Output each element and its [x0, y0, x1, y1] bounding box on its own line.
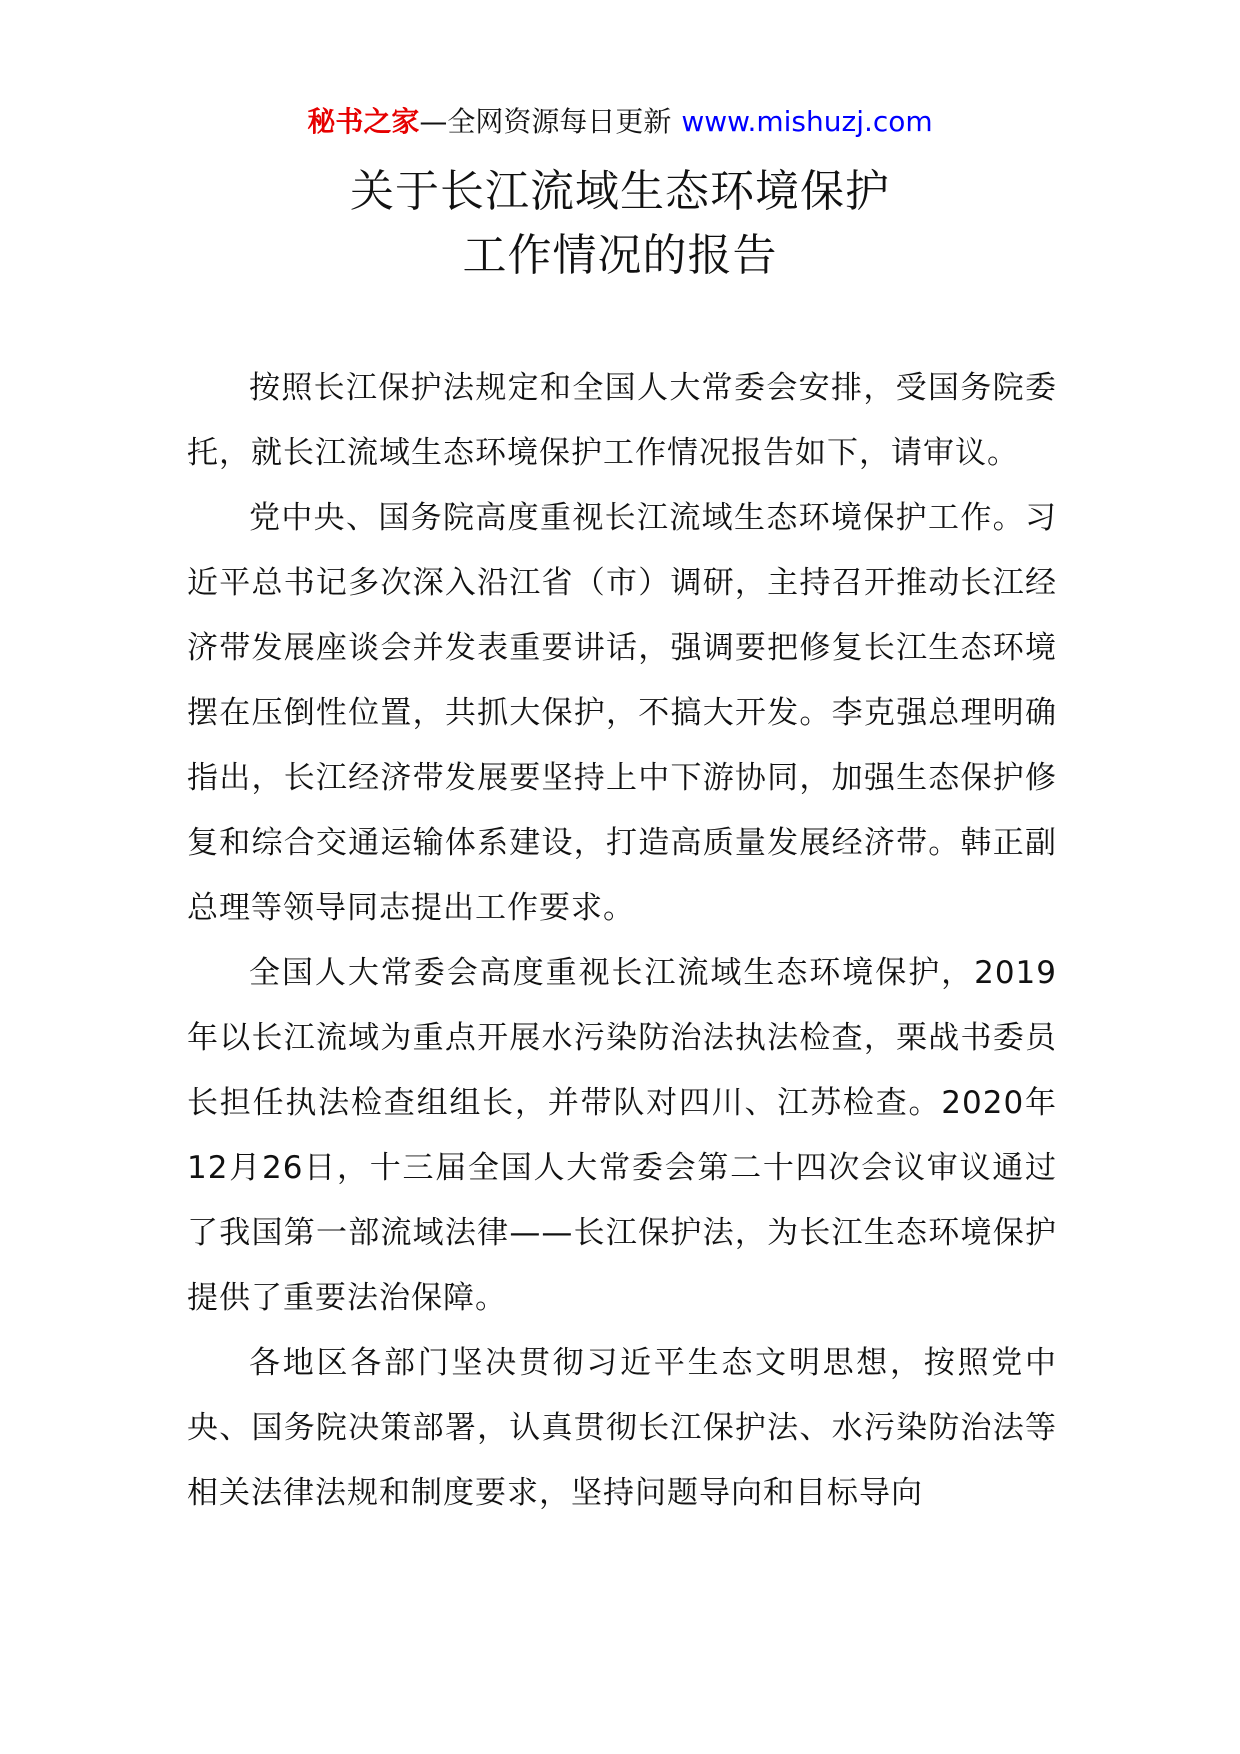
- document-body: [187, 356, 1057, 1526]
- document-title-line-1: 关于长江流域生态环境保护: [350, 166, 890, 217]
- body-paragraph-2: 党中央、国务院高度重视长江流域生态环境保护工作。习近平总书记多次深入沿江省（市）调研，主持召开推动长江经济带发展座谈会并发表重要讲话，强调要把修复长江生态环境摆在压倒性位置，共抓大保护，不搞大开发。李克强总理明确指出，长江经济带发展要坚持上中下游协同，加强生态保护修复和综合交通运输体系建设，打造高质量发展经济带。韩正副总理等领导同志提出工作要求。: [187, 500, 1057, 926]
- body-paragraph-1: 按照长江保护法规定和全国人大常委会安排，受国务院委托，就长江流域生态环境保护工作情况报告如下，请审议。: [187, 370, 1057, 471]
- site-watermark-header: [0, 102, 1240, 142]
- body-paragraph-4: 各地区各部门坚决贯彻习近平生态文明思想，按照党中央、国务院决策部署，认真贯彻长江保护法、水污染防治法等相关法律法规和制度要求，坚持问题导向和目标导向: [187, 1345, 1057, 1511]
- brand-name: 秘书之家: [307, 105, 420, 138]
- document-title-line-2: 工作情况的报告: [462, 230, 778, 281]
- site-tagline: —全网资源每日更新: [419, 105, 672, 138]
- body-paragraph-3: 全国人大常委会高度重视长江流域生态环境保护，2019年以长江流域为重点开展水污染防治法执法检查，栗战书委员长担任执法检查组组长，并带队对四川、江苏检查。2020年12月26日，十三届全国人大常委会第二十四次会议审议通过了我国第一部流域法律——长江保护法，为长江生态环境保护提供了重要法治保障。: [187, 955, 1057, 1316]
- site-url-link[interactable]: www.mishuzj.com: [681, 105, 933, 138]
